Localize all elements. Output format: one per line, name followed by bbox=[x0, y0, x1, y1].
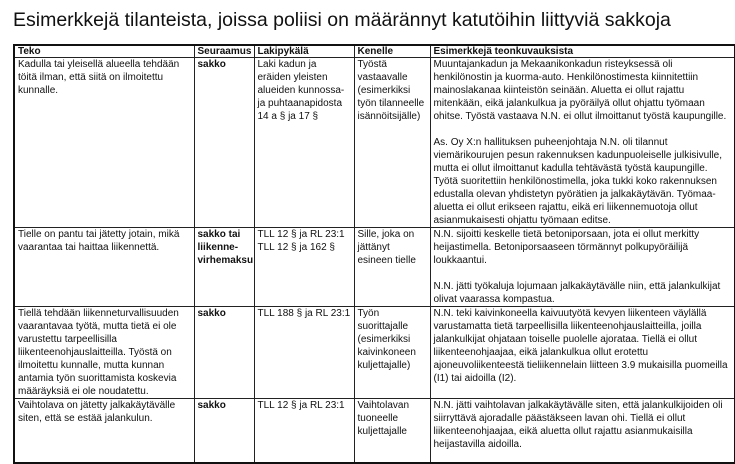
cell-seuraamus: sakko tai liikenne-virhemaksu bbox=[194, 228, 254, 307]
cell-lakipykala bbox=[254, 228, 354, 307]
header-seuraamus: Seuraamus bbox=[194, 45, 254, 58]
cell-esimerkit bbox=[430, 228, 735, 307]
cell-seuraamus: sakko bbox=[194, 58, 254, 228]
example-text: As. Oy X:n hallituksen puheenjohtaja N.N. oli tilannut viemärikourujen pesun rakennuksen kadunpuoleiselle julkisivulle, mutta ei ollut ilmoittanut kadulla tehtävästä työstä kaupungille. Työtä suoritettiin henkilönostimella, joka tukki koko rakennuksen edustalla olevan yhdistetyn pyörätien ja jalkakäytävän. Työmaa-aluetta ei ollut erikseen rajattu, eikä eri liikennemuotoja ollut asianmukaisesti ohjattu työmaan editse. bbox=[433, 137, 723, 226]
fines-table bbox=[13, 44, 735, 464]
cell-kenelle: Työstä vastaavalle (esimerkiksi työn tilanneelle isännöitsijälle) bbox=[354, 58, 430, 228]
cell-lakipykala: Laki kadun ja eräiden yleisten alueiden kunnossa- ja puhtaanapidosta 14 a § ja 17 § bbox=[254, 58, 354, 228]
cell-esimerkit bbox=[430, 307, 735, 399]
cell-teko: Tielle on pantu tai jätetty jotain, mikä vaarantaa tai haittaa liikennettä. bbox=[14, 228, 194, 307]
example-text: N.N. jätti vaihtolavan jalkakäytävälle siten, että jalankulkijoiden oli siirryttävä ajoradalle päästäkseen lavan ohi. Tiellä ei ollut liikenteenohjaajaa, eikä aluetta ollut rajattu asianmukaisilla heijastavilla aidoilla. bbox=[433, 400, 723, 450]
cell-teko: Tiellä tehdään liikenneturvallisuuden vaarantavaa työtä, mutta tietä ei ole varustettu tarpeellisilla liikenteenohjauslaitteilla. Työstä on ilmoitettu kunnalle, mutta kunnan antamia työn suorittamista koskevia määräyksiä ei ole noudatettu. bbox=[14, 307, 194, 399]
cell-kenelle: Vaihtolavan tuoneelle kuljettajalle bbox=[354, 399, 430, 463]
cell-lakipykala: TLL 12 § ja RL 23:1 bbox=[254, 399, 354, 463]
cell-esimerkit bbox=[430, 399, 735, 463]
table-row bbox=[14, 307, 735, 399]
table-row bbox=[14, 228, 735, 307]
header-teko: Teko bbox=[14, 45, 194, 58]
table-header-row bbox=[14, 45, 735, 58]
example-text: Muuntajankadun ja Mekaanikonkadun risteyksessä oli henkilönostin ja kuorma-auto. Henkilönostimesta kiinnitettiin mainoslakanaa kiinteistön seinään. Aluetta ei ollut rajattu mitenkään, eikä jalankulkua ja pyöräilyä ollut ohjattu työmaan ohitse. Työstä vastaava N.N. ei ollut ilmoittanut työstä kaupungille. bbox=[433, 59, 727, 122]
cell-seuraamus: sakko bbox=[194, 399, 254, 463]
law-ref: TLL 12 § ja RL 23:1 bbox=[257, 229, 345, 240]
example-text: N.N. sijoitti keskelle tietä betoniporsaan, jota ei ollut merkitty heijastimella. Betoniporsaaseen törmännyt polkupyöräilijä loukkaantui. bbox=[433, 229, 700, 266]
table-row bbox=[14, 399, 735, 463]
header-esimerkit: Esimerkkejä teonkuvauksista bbox=[430, 45, 735, 58]
example-text: N.N. teki kaivinkoneella kaivuutyötä kevyen liikenteen väylällä varustamatta tietä tarpeellisilla liikenteenohjauslaitteilla, joilla jalankulkijat ohjataan toiselle puolelle ajorataa. Tiellä ei ollut liikenteenohjaajaa, eikä jalankulkua ollut erotettu ajoneuvoliikenteestä tieliikennelain liitteen 3.9 mukaisilla puomeilla (I1) tai aidoilla (I2). bbox=[433, 308, 728, 384]
cell-esimerkit bbox=[430, 58, 735, 228]
cell-teko: Kadulla tai yleisellä alueella tehdään töitä ilman, että siitä on ilmoitettu kunnalle. bbox=[14, 58, 194, 228]
law-ref: TLL 12 § ja 162 § bbox=[257, 242, 335, 253]
cell-lakipykala: TLL 188 § ja RL 23:1 bbox=[254, 307, 354, 399]
table-row bbox=[14, 58, 735, 228]
cell-seuraamus: sakko bbox=[194, 307, 254, 399]
header-lakipykala: Lakipykälä bbox=[254, 45, 354, 58]
cell-kenelle: Työn suorittajalle (esimerkiksi kaivinkoneen kuljettajalle) bbox=[354, 307, 430, 399]
cell-kenelle: Sille, joka on jättänyt esineen tielle bbox=[354, 228, 430, 307]
header-kenelle: Kenelle bbox=[354, 45, 430, 58]
example-text: N.N. jätti työkaluja lojumaan jalkakäytävälle niin, että jalankulkijat olivat vaarassa kompastua. bbox=[433, 281, 721, 305]
cell-teko: Vaihtolava on jätetty jalkakäytävälle siten, että se estää jalankulun. bbox=[14, 399, 194, 463]
page-title: Esimerkkejä tilanteista, joissa poliisi on määrännyt katutöihin liittyviä sakkoja bbox=[13, 9, 671, 31]
